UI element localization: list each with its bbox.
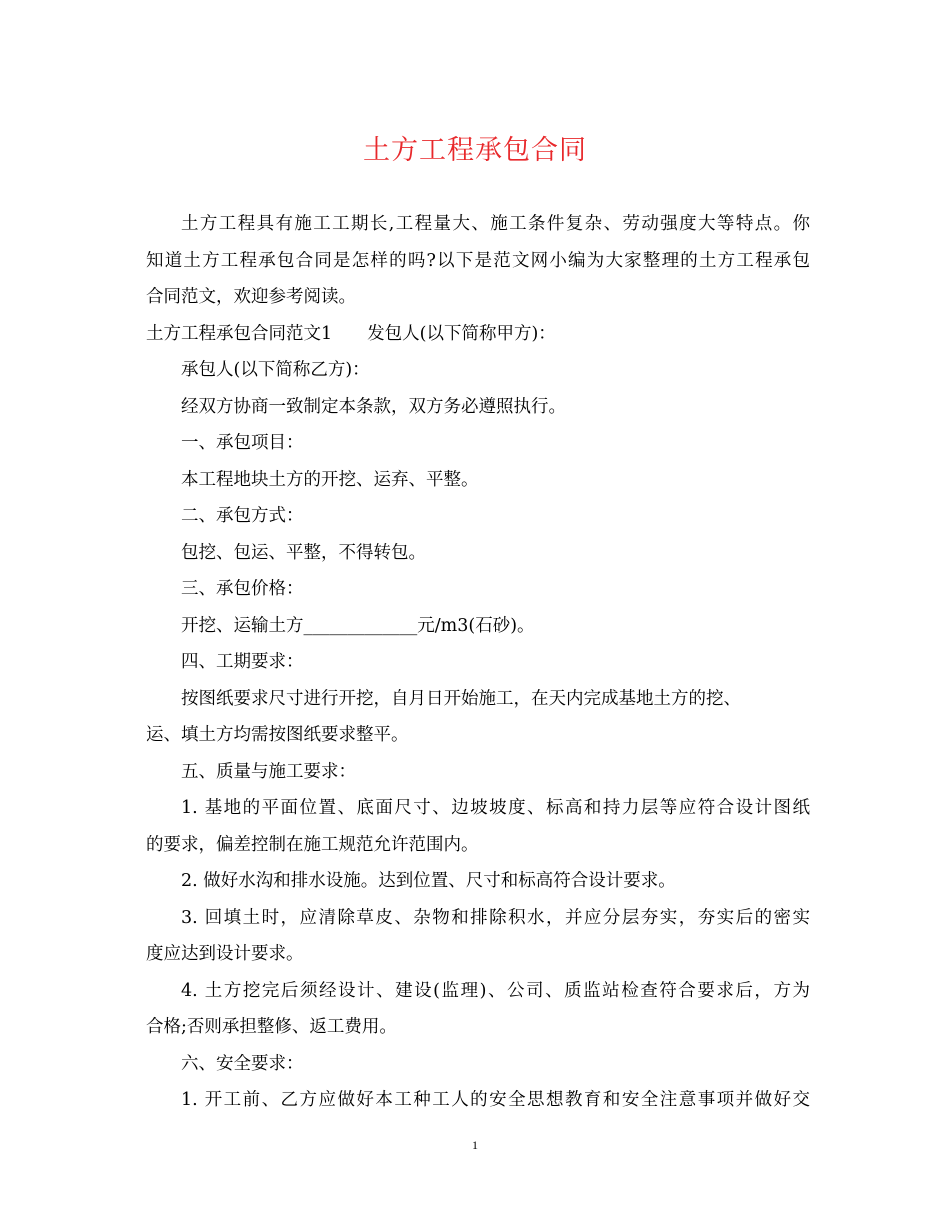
paragraph-line: 包挖、包运、平整，不得转包。 — [181, 542, 426, 563]
document-title: 土方工程承包合同 — [363, 135, 587, 166]
section-heading: 二、承包方式： — [181, 506, 304, 526]
paragraph-line: 承包人(以下简称乙方)： — [181, 360, 370, 380]
paragraph-line: 运、填土方均需按图纸要求整平。 — [146, 725, 409, 745]
section-heading: 一、承包项目： — [181, 433, 304, 453]
paragraph-line: 合格;否则承担整修、返工费用。 — [146, 1017, 397, 1037]
paragraph-line: 的要求，偏差控制在施工规范允许范围内。 — [146, 834, 479, 855]
paragraph-line: 土方工程承包合同范文1 发包人(以下简称甲方)： — [146, 323, 556, 344]
section-heading: 六、安全要求： — [181, 1053, 304, 1074]
paragraph-line: 按图纸要求尺寸进行开挖，自月日开始施工，在天内完成基地土方的挖、 — [181, 688, 741, 709]
paragraph-line: 合同范文，欢迎参考阅读。 — [146, 287, 356, 307]
paragraph-line: 知道土方工程承包合同是怎样的吗?以下是范文网小编为大家整理的土方工程承包 — [146, 250, 810, 271]
document-body — [146, 206, 810, 1119]
section-heading: 五、质量与施工要求： — [181, 761, 356, 782]
paragraph-line: 1. 开工前、乙方应做好本工种工人的安全思想教育和安全注意事项并做好交 — [181, 1090, 810, 1110]
paragraph-line: 度应达到设计要求。 — [146, 944, 304, 964]
paragraph-line: 开挖、运输土方_____________元/m3(石砂)。 — [181, 615, 535, 636]
page-number: 1 — [472, 1138, 478, 1152]
paragraph-line: 土方工程具有施工工期长,工程量大、施工条件复杂、劳动强度大等特点。你 — [181, 214, 810, 234]
paragraph-line: 1. 基地的平面位置、底面尺寸、边坡坡度、标高和持力层等应符合设计图纸 — [181, 798, 810, 818]
paragraph-line: 本工程地块土方的开挖、运弃、平整。 — [181, 469, 479, 490]
paragraph-line: 经双方协商一致制定本条款，双方务必遵照执行。 — [181, 396, 566, 417]
paragraph-line: 3. 回填土时，应清除草皮、杂物和排除积水，并应分层夯实，夯实后的密实 — [181, 907, 810, 928]
paragraph-line: 4. 土方挖完后须经设计、建设(监理)、公司、质监站检查符合要求后，方为 — [181, 980, 810, 1001]
section-heading: 三、承包价格： — [181, 579, 304, 599]
section-heading: 四、工期要求： — [181, 652, 304, 672]
paragraph-line: 2. 做好水沟和排水设施。达到位置、尺寸和标高符合设计要求。 — [181, 871, 676, 891]
